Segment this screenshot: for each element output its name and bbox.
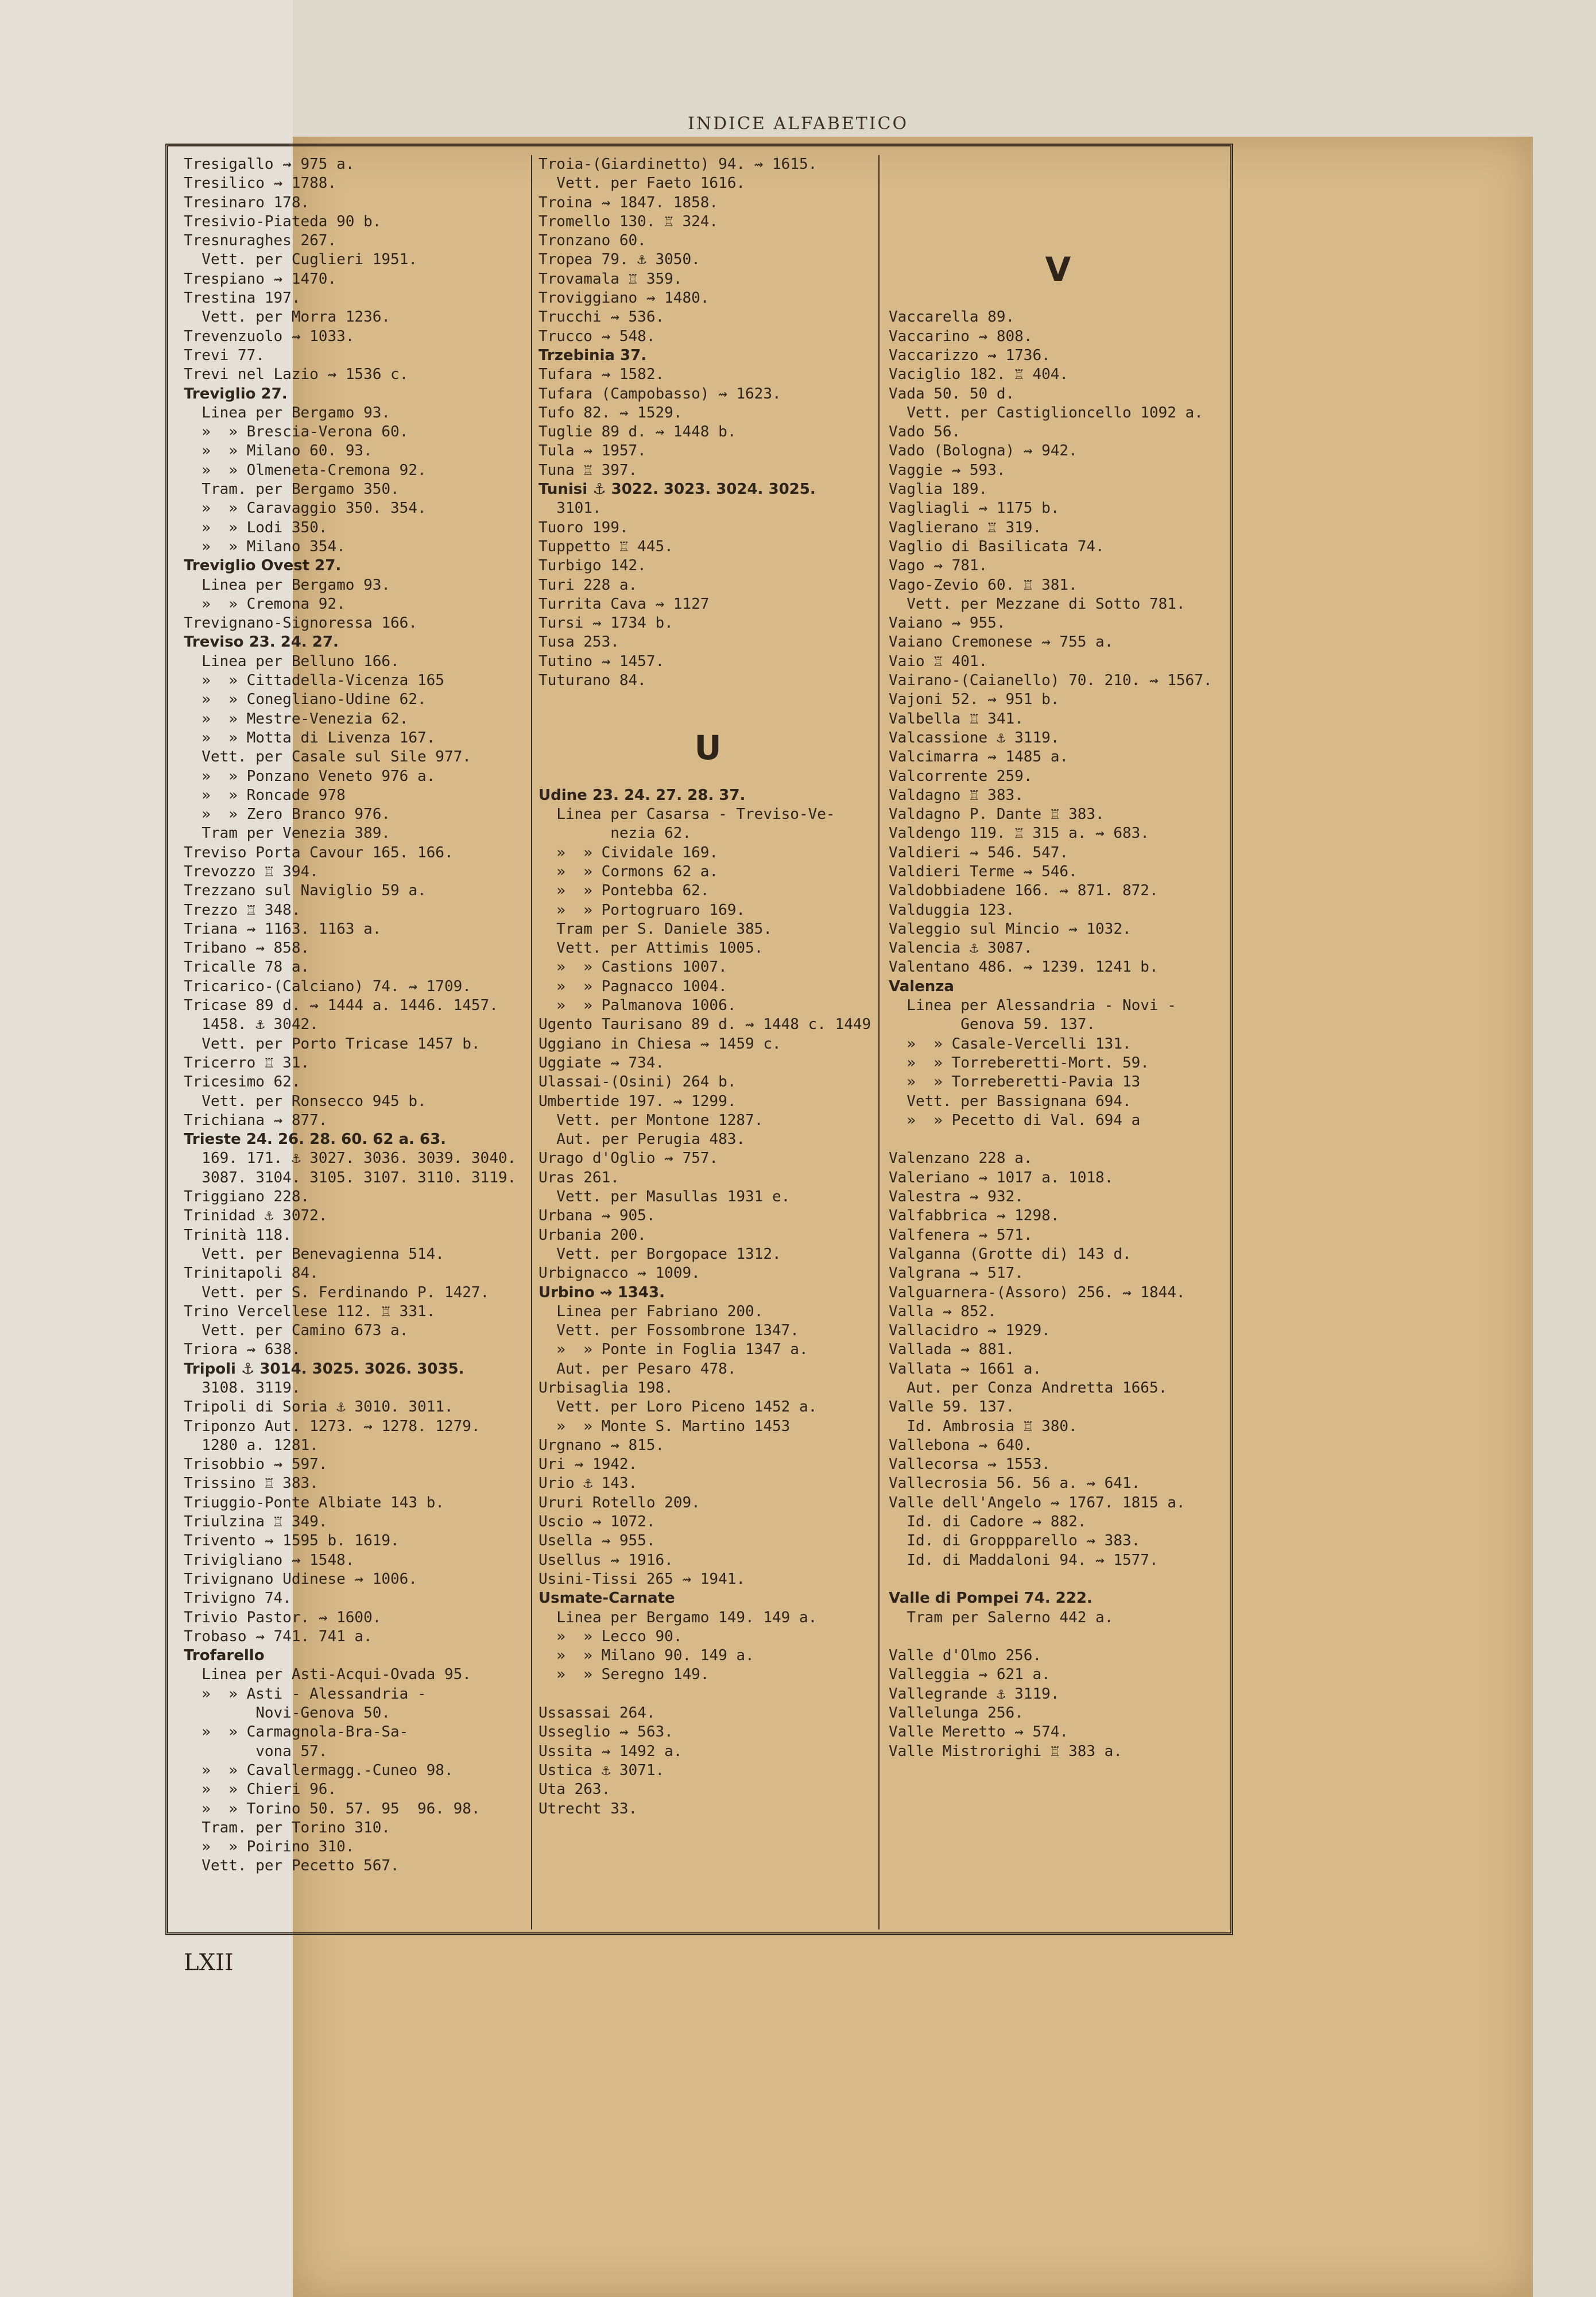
index-entry: Trivento ⇝ 1595 b. 1619. [184, 1532, 400, 1550]
index-entry: Uggiano in Chiesa ⇝ 1459 c. [539, 1035, 781, 1053]
index-entry: Vett. per Attimis 1005. [539, 939, 764, 957]
index-entry-major: Trzebinia 37. [539, 346, 647, 364]
index-entry: Ururi Rotello 209. [539, 1494, 700, 1511]
index-entry: Valcorrente 259. [889, 767, 1033, 785]
index-entry: » » Ponte in Foglia 1347 a. [539, 1341, 808, 1359]
index-entry: Tricalle 78 a. [184, 958, 310, 976]
spacer [889, 212, 1227, 231]
index-entry: » » Torreberetti-Mort. 59. [889, 1054, 1149, 1072]
index-entry: Trucchi ⇝ 536. [539, 308, 665, 326]
index-entry-major: Valenza [889, 977, 954, 995]
index-entry: Vagliagli ⇝ 1175 b. [889, 500, 1060, 517]
index-entry: Linea per Alessandria - Novi - [889, 997, 1176, 1015]
index-entry: Valguarnera-(Assoro) 256. ⇝ 1844. [889, 1283, 1186, 1301]
index-entry: Trivio Pastor. ⇝ 1600. [184, 1608, 382, 1626]
column-rule [531, 155, 532, 1929]
index-entry: Vett. per Camino 673 a. [184, 1322, 409, 1340]
index-entry: » » Olmeneta-Cremona 92. [184, 461, 427, 479]
index-entry: Tropea 79. ⚓ 3050. [539, 251, 700, 269]
index-entry: Tram. per Torino 310. [184, 1819, 391, 1836]
index-entry: Triuggio-Ponte Albiate 143 b. [184, 1494, 444, 1511]
index-entry: 169. 171. ⚓ 3027. 3036. 3039. 3040. [184, 1150, 517, 1167]
index-entry: Urago d'Oglio ⇝ 757. [539, 1150, 719, 1167]
index-entry: Usini-Tissi 265 ⇝ 1941. [539, 1570, 746, 1588]
index-entry: Vett. per Masullas 1931 e. [539, 1188, 791, 1206]
index-entry: » » Brescia-Verona 60. [184, 423, 409, 441]
index-entry: Tufo 82. ⇝ 1529. [539, 404, 683, 421]
index-entry: Vallacidro ⇝ 1929. [889, 1322, 1051, 1340]
index-entry: Linea per Fabriano 200. [539, 1302, 764, 1320]
index-entry: nezia 62. [539, 825, 692, 842]
index-entry: Utrecht 33. [539, 1800, 638, 1818]
index-entry: Novi-Genova 50. [184, 1704, 391, 1722]
index-entry: Linea per Belluno 166. [184, 652, 400, 670]
index-entry: Vaccarino ⇝ 808. [889, 327, 1033, 345]
index-entry: Tram per Venezia 389. [184, 825, 391, 842]
index-entry: Urio ⚓ 143. [539, 1475, 638, 1492]
index-entry: Vallata ⇝ 1661 a. [889, 1360, 1042, 1378]
index-entry: » » Palmanova 1006. [539, 997, 737, 1015]
index-entry: Vett. per Ronsecco 945 b. [184, 1092, 427, 1110]
index-entry: Tribano ⇝ 858. [184, 939, 310, 957]
index-entry: Usseglio ⇝ 563. [539, 1723, 673, 1741]
index-entry: Tuna ♖ 397. [539, 461, 638, 479]
index-entry-major: Tunisi ⚓ 3022. 3023. 3024. 3025. [539, 481, 816, 498]
index-entry: Vaio ♖ 401. [889, 652, 988, 670]
index-entry: Tufara ⇝ 1582. [539, 366, 665, 384]
index-entry: Valla ⇝ 852. [889, 1302, 997, 1320]
index-entry: Valle d'Olmo 256. [889, 1647, 1042, 1665]
index-entry: Uggiate ⇝ 734. [539, 1054, 665, 1072]
index-entry: » » Conegliano-Udine 62. [184, 691, 427, 709]
index-entry: » » Monte S. Martino 1453 [539, 1417, 791, 1435]
index-entry: » » Cremona 92. [184, 595, 346, 613]
index-entry: » » Zero Branco 976. [184, 806, 391, 823]
index-entry: Valeggio sul Mincio ⇝ 1032. [889, 920, 1132, 938]
index-entry: » » Poirino 310. [184, 1838, 355, 1856]
index-entry: Tricesimo 62. [184, 1073, 301, 1091]
spacer [889, 1627, 1227, 1646]
index-entry: Vallebona ⇝ 640. [889, 1436, 1033, 1454]
index-entry: Valcassione ⚓ 3119. [889, 729, 1060, 747]
index-entry: Uri ⇝ 1942. [539, 1456, 638, 1474]
index-entry: Valle Meretto ⇝ 574. [889, 1723, 1069, 1741]
index-entry: Trespiano ⇝ 1470. [184, 270, 337, 288]
index-entry: Vett. per Borgopace 1312. [539, 1245, 781, 1263]
index-entry: 3101. [539, 500, 602, 517]
index-entry: Tromello 130. ♖ 324. [539, 212, 719, 230]
index-entry-major: Treviglio Ovest 27. [184, 557, 342, 575]
index-entry: Trezzano sul Naviglio 59 a. [184, 882, 427, 900]
index-entry: Vett. per Pecetto 567. [184, 1857, 400, 1875]
index-entry: 1458. ⚓ 3042. [184, 1016, 319, 1034]
index-entry: Urbana ⇝ 905. [539, 1207, 656, 1225]
index-entry: Ussita ⇝ 1492 a. [539, 1742, 683, 1760]
index-entry: » » Cittadella-Vicenza 165 [184, 672, 444, 690]
index-entry-major: Usmate-Carnate [539, 1590, 675, 1607]
index-entry: Vett. per Fossombrone 1347. [539, 1322, 799, 1340]
index-entry: » » Mestre-Venezia 62. [184, 710, 409, 728]
index-entry: Valle Mistrorighi ♖ 383 a. [889, 1742, 1122, 1760]
index-entry: Vett. per Porto Tricase 1457 b. [184, 1035, 481, 1053]
index-entry: Trichiana ⇝ 877. [184, 1111, 328, 1129]
index-entry: » » Lodi 350. [184, 519, 328, 536]
section-letter: U [694, 728, 722, 767]
index-entry: Tricase 89 d. ⇝ 1444 a. 1446. 1457. [184, 997, 498, 1015]
spacer [539, 1685, 877, 1704]
index-entry: Linea per Asti-Acqui-Ovada 95. [184, 1666, 471, 1684]
index-entry: » » Castions 1007. [539, 958, 727, 976]
index-entry: Treviso Porta Cavour 165. 166. [184, 844, 454, 861]
index-entry: Tutino ⇝ 1457. [539, 652, 665, 670]
index-entry: » » Chieri 96. [184, 1781, 337, 1799]
index-entry: Valestra ⇝ 932. [889, 1188, 1024, 1206]
index-entry: Vett. per Cuglieri 1951. [184, 251, 417, 269]
index-entry: Vett. per Benevagienna 514. [184, 1245, 444, 1263]
index-entry: Triponzo Aut. 1273. ⇝ 1278. 1279. [184, 1417, 481, 1435]
spacer [889, 174, 1227, 193]
index-entry: Turrita Cava ⇝ 1127 [539, 595, 710, 613]
index-entry: » » Pagnacco 1004. [539, 977, 727, 995]
index-entry: Vaggie ⇝ 593. [889, 461, 1006, 479]
index-entry: Vago-Zevio 60. ♖ 381. [889, 576, 1078, 594]
index-entry: » » Milano 60. 93. [184, 442, 373, 460]
index-entry: Vaiano Cremonese ⇝ 755 a. [889, 633, 1114, 651]
index-entry: Vaglierano ♖ 319. [889, 519, 1042, 536]
index-entry: Vajoni 52. ⇝ 951 b. [889, 691, 1060, 709]
index-entry: Vallecrosia 56. 56 a. ⇝ 641. [889, 1475, 1141, 1492]
index-entry: Valfabbrica ⇝ 1298. [889, 1207, 1060, 1225]
index-entry: Trivigno 74. [184, 1590, 292, 1607]
index-entry: » » Seregno 149. [539, 1666, 710, 1684]
index-entry: Tram per S. Daniele 385. [539, 920, 772, 938]
index-entry: » » Milano 354. [184, 537, 346, 555]
index-entry: Turbigo 142. [539, 557, 646, 575]
index-entry: Trevi 77. [184, 346, 265, 364]
index-entry: » » Cavallermagg.-Cuneo 98. [184, 1761, 454, 1779]
index-entry: » » Cividale 169. [539, 844, 719, 861]
index-entry: Tuppetto ♖ 445. [539, 537, 673, 555]
index-entry: Tursi ⇝ 1734 b. [539, 614, 673, 632]
index-entry: Valencia ⚓ 3087. [889, 939, 1033, 957]
index-entry: » » Lecco 90. [539, 1627, 683, 1645]
index-entry: Uras 261. [539, 1169, 619, 1186]
index-entry: Tresilico ⇝ 1788. [184, 175, 337, 192]
index-entry: Vallecorsa ⇝ 1553. [889, 1456, 1051, 1474]
index-entry: Aut. per Pesaro 478. [539, 1360, 737, 1378]
index-entry: » » Cormons 62 a. [539, 863, 719, 880]
index-entry: » » Pecetto di Val. 694 a [889, 1111, 1141, 1129]
index-entry: Valganna (Grotte di) 143 d. [889, 1245, 1132, 1263]
index-entry: Vett. per Montone 1287. [539, 1111, 764, 1129]
index-entry: Vago ⇝ 781. [889, 557, 988, 575]
index-entry: Vaglio di Basilicata 74. [889, 537, 1105, 555]
index-entry: Valdieri ⇝ 546. 547. [889, 844, 1069, 861]
index-entry: Id. di Cadore ⇝ 882. [889, 1513, 1087, 1531]
index-entry: Vado (Bologna) ⇝ 942. [889, 442, 1078, 460]
index-entry: Valdobbiadene 166. ⇝ 871. 872. [889, 882, 1159, 900]
index-entry: Vett. per Morra 1236. [184, 308, 391, 326]
index-entry: » » Portogruaro 169. [539, 901, 746, 919]
index-entry: Trevozzo ♖ 394. [184, 863, 319, 880]
index-entry: Urbignacco ⇝ 1009. [539, 1264, 700, 1282]
index-column-2 [539, 155, 877, 1819]
index-entry: » » Carmagnola-Bra-Sa- [184, 1723, 409, 1741]
index-entry: Id. Ambrosia ♖ 380. [889, 1417, 1078, 1435]
index-entry: Tram. per Bergamo 350. [184, 481, 400, 498]
index-entry: Troia-(Giardinetto) 94. ⇝ 1615. [539, 156, 818, 173]
index-entry-major: Valle di Pompei 74. 222. [889, 1590, 1093, 1607]
index-entry: Usella ⇝ 955. [539, 1532, 656, 1550]
index-column-3 [889, 155, 1227, 1761]
index-entry: Vaccarella 89. [889, 308, 1015, 326]
index-entry: Tufara (Campobasso) ⇝ 1623. [539, 385, 781, 403]
index-entry: Trobaso ⇝ 741. 741 a. [184, 1627, 373, 1645]
index-entry-major: Treviglio 27. [184, 385, 288, 403]
index-entry: Triggiano 228. [184, 1188, 310, 1206]
index-entry: Aut. per Perugia 483. [539, 1131, 746, 1148]
index-entry: Tuturano 84. [539, 672, 646, 690]
index-entry: Trinitapoli 84. [184, 1264, 319, 1282]
index-entry: Linea per Bergamo 149. 149 a. [539, 1608, 818, 1626]
index-entry: Vaiano ⇝ 955. [889, 614, 1006, 632]
index-entry: Valle dell'Angelo ⇝ 1767. 1815 a. [889, 1494, 1186, 1511]
index-entry: Genova 59. 137. [889, 1016, 1096, 1034]
index-entry: Tram per Salerno 442 a. [889, 1608, 1114, 1626]
index-entry: Tula ⇝ 1957. [539, 442, 646, 460]
index-entry: Ulassai-(Osini) 264 b. [539, 1073, 737, 1091]
spacer [539, 767, 877, 786]
index-entry: 1280 a. 1281. [184, 1436, 319, 1454]
index-entry: Tresivio-Piateda 90 b. [184, 212, 382, 230]
index-entry: Trino Vercellese 112. ♖ 331. [184, 1302, 436, 1320]
index-entry: Troviggiano ⇝ 1480. [539, 289, 710, 307]
index-entry: Tuglie 89 d. ⇝ 1448 b. [539, 423, 737, 441]
index-entry: Vaccarizzo ⇝ 1736. [889, 346, 1051, 364]
index-entry: Tuoro 199. [539, 519, 629, 536]
index-entry: Valeriano ⇝ 1017 a. 1018. [889, 1169, 1114, 1186]
index-entry: Tresinaro 178. [184, 194, 310, 211]
index-entry: Uta 263. [539, 1781, 611, 1799]
index-entry: Trovamala ♖ 359. [539, 270, 683, 288]
index-entry: Vada 50. 50 d. [889, 385, 1015, 403]
index-entry: Urgnano ⇝ 815. [539, 1436, 665, 1454]
index-entry: Vett. per Faeto 1616. [539, 175, 746, 192]
index-entry: Id. di Maddaloni 94. ⇝ 1577. [889, 1551, 1159, 1569]
index-entry: Trisobbio ⇝ 597. [184, 1456, 328, 1474]
index-entry: Linea per Casarsa - Treviso-Ve- [539, 806, 835, 823]
index-entry: Trivigliano ⇝ 1548. [184, 1551, 355, 1569]
index-entry: Vado 56. [889, 423, 961, 441]
index-entry: Valdagno ♖ 383. [889, 786, 1024, 804]
index-entry: Triora ⇝ 638. [184, 1341, 301, 1359]
index-entry: Vairano-(Caianello) 70. 210. ⇝ 1567. [889, 672, 1213, 690]
index-column-1 [184, 155, 522, 1876]
index-entry: » » Motta di Livenza 167. [184, 729, 436, 747]
index-entry: Valleggia ⇝ 621 a. [889, 1666, 1051, 1684]
index-entry: Linea per Bergamo 93. [184, 404, 391, 421]
spacer [889, 231, 1227, 250]
index-entry: Valdieri Terme ⇝ 546. [889, 863, 1078, 880]
index-entry: » » Casale-Vercelli 131. [889, 1035, 1132, 1053]
index-entry-major: Urbino ⇝ 1343. [539, 1283, 665, 1301]
index-entry: vona 57. [184, 1742, 328, 1760]
index-entry: Ugento Taurisano 89 d. ⇝ 1448 c. 1449 [539, 1016, 871, 1034]
index-entry: Tronzano 60. [539, 232, 646, 250]
index-entry: Trevenzuolo ⇝ 1033. [184, 327, 355, 345]
index-entry: Vett. per Mezzane di Sotto 781. [889, 595, 1186, 613]
index-entry: » » Asti - Alessandria - [184, 1685, 427, 1703]
index-entry: Trezzo ♖ 348. [184, 901, 301, 919]
index-entry: Valle 59. 137. [889, 1398, 1015, 1416]
index-entry: Trestina 197. [184, 289, 301, 307]
index-entry: » » Pontebba 62. [539, 882, 710, 900]
index-entry: Vett. per Bassignana 694. [889, 1092, 1132, 1110]
index-entry: Id. di Groppparello ⇝ 383. [889, 1532, 1141, 1550]
index-entry: Vallelunga 256. [889, 1704, 1024, 1722]
spacer [539, 710, 877, 729]
section-letter: V [1045, 250, 1071, 289]
index-entry: Valdengo 119. ♖ 315 a. ⇝ 683. [889, 825, 1149, 842]
index-entry: Valbella ♖ 341. [889, 710, 1024, 728]
index-entry: Valfenera ⇝ 571. [889, 1226, 1033, 1244]
index-entry: Tusa 253. [539, 633, 619, 651]
index-entry: Trivignano Udinese ⇝ 1006. [184, 1570, 417, 1588]
page-header: INDICE ALFABETICO [687, 114, 909, 134]
spacer [889, 1570, 1227, 1589]
spacer [889, 155, 1227, 174]
index-entry: Vett. per Casale sul Sile 977. [184, 748, 471, 766]
index-entry: Umbertide 197. ⇝ 1299. [539, 1092, 737, 1110]
index-entry: Ussassai 264. [539, 1704, 656, 1722]
column-rule [878, 155, 880, 1929]
index-entry: Valenzano 228 a. [889, 1150, 1033, 1167]
index-entry: Tripoli di Soria ⚓ 3010. 3011. [184, 1398, 454, 1416]
spacer [539, 690, 877, 709]
index-entry: Troina ⇝ 1847. 1858. [539, 194, 719, 211]
index-entry: Trevi nel Lazio ⇝ 1536 c. [184, 366, 409, 384]
index-entry-major: Trieste 24. 26. 28. 60. 62 a. 63. [184, 1131, 447, 1148]
index-entry: Vett. per Loro Piceno 1452 a. [539, 1398, 818, 1416]
index-entry: Vallegrande ⚓ 3119. [889, 1685, 1060, 1703]
index-entry: Tricerro ♖ 31. [184, 1054, 310, 1072]
index-entry: Vaciglio 182. ♖ 404. [889, 366, 1069, 384]
index-entry: Uscio ⇝ 1072. [539, 1513, 656, 1531]
index-entry: Trissino ♖ 383. [184, 1475, 319, 1492]
index-entry: Turi 228 a. [539, 576, 638, 594]
index-entry: » » Torreberetti-Pavia 13 [889, 1073, 1141, 1091]
index-entry-major: Udine 23. 24. 27. 28. 37. [539, 786, 746, 804]
index-entry: » » Roncade 978 [184, 786, 346, 804]
index-entry: Valgrana ⇝ 517. [889, 1264, 1024, 1282]
index-entry: Trevignano-Signoressa 166. [184, 614, 417, 632]
index-entry: » » Caravaggio 350. 354. [184, 500, 427, 517]
index-entry: » » Torino 50. 57. 95 96. 98. [184, 1800, 481, 1818]
spacer [889, 289, 1227, 308]
spacer [889, 194, 1227, 212]
index-entry: Tresnuraghes 267. [184, 232, 337, 250]
index-entry: Linea per Bergamo 93. [184, 576, 391, 594]
index-entry: Vett. per Castiglioncello 1092 a. [889, 404, 1203, 421]
index-entry: Trinità 118. [184, 1226, 292, 1244]
index-entry: Vaglia 189. [889, 481, 988, 498]
page-number: LXII [184, 1950, 234, 1976]
index-entry: » » Milano 90. 149 a. [539, 1647, 754, 1665]
index-entry: » » Ponzano Veneto 976 a. [184, 767, 436, 785]
index-entry: Urbania 200. [539, 1226, 646, 1244]
index-entry: Valentano 486. ⇝ 1239. 1241 b. [889, 958, 1159, 976]
index-entry: 3087. 3104. 3105. 3107. 3110. 3119. [184, 1169, 517, 1186]
index-entry-major: Tripoli ⚓ 3014. 3025. 3026. 3035. [184, 1360, 464, 1378]
index-entry: Urbisaglia 198. [539, 1379, 673, 1397]
index-entry: Valcimarra ⇝ 1485 a. [889, 748, 1069, 766]
index-entry-major: Treviso 23. 24. 27. [184, 633, 339, 651]
index-entry: Tresigallo ⇝ 975 a. [184, 156, 355, 173]
index-entry: Tricarico-(Calciano) 74. ⇝ 1709. [184, 977, 471, 995]
index-entry: Aut. per Conza Andretta 1665. [889, 1379, 1168, 1397]
index-entry: Vallada ⇝ 881. [889, 1341, 1015, 1359]
index-entry: Valdagno P. Dante ♖ 383. [889, 806, 1105, 823]
index-entry: Usellus ⇝ 1916. [539, 1551, 673, 1569]
index-entry: Triulzina ♖ 349. [184, 1513, 328, 1531]
index-entry: Vett. per S. Ferdinando P. 1427. [184, 1283, 490, 1301]
index-entry: Valduggia 123. [889, 901, 1015, 919]
index-entry: Triana ⇝ 1163. 1163 a. [184, 920, 382, 938]
index-entry-major: Trofarello [184, 1647, 265, 1665]
index-entry: Trucco ⇝ 548. [539, 327, 656, 345]
index-entry: Ustica ⚓ 3071. [539, 1761, 665, 1779]
index-entry: 3108. 3119. [184, 1379, 301, 1397]
spacer [889, 1130, 1227, 1149]
index-entry: Trinidad ⚓ 3072. [184, 1207, 328, 1225]
